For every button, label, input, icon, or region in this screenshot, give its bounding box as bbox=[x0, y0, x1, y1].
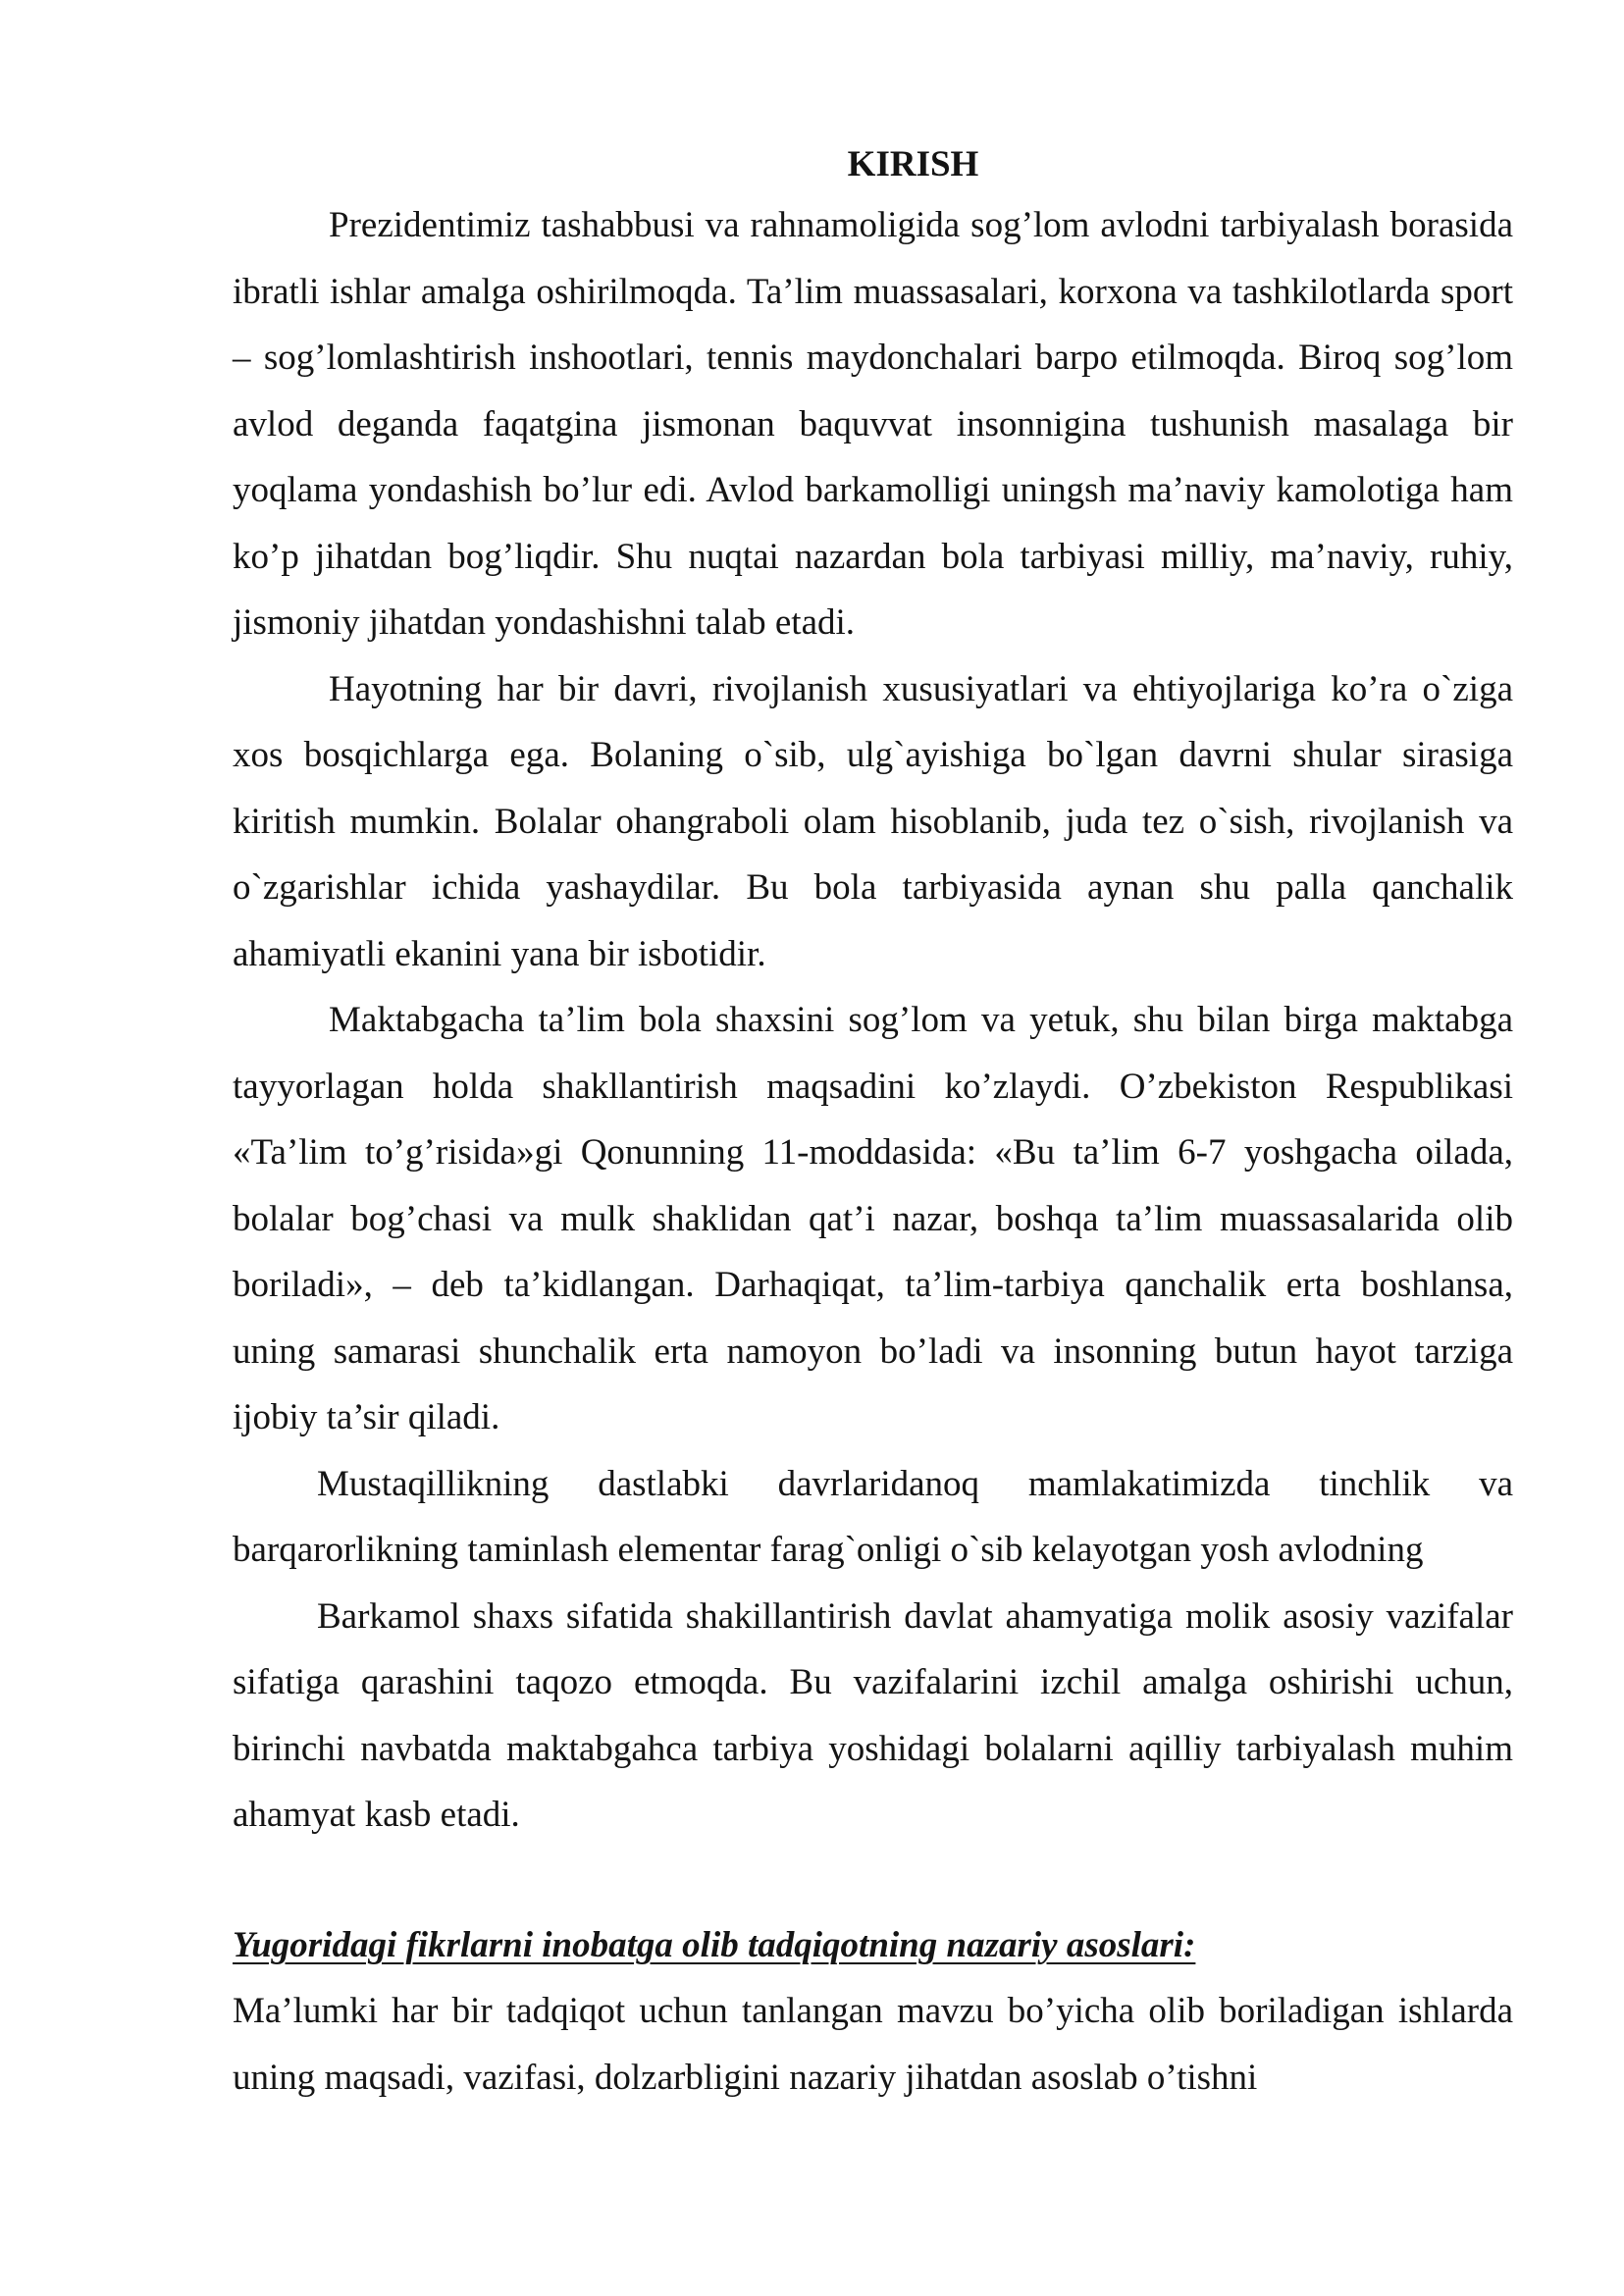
paragraph-5: Barkamol shaxs sifatida shakillantirish davlat ahamyatiga molik asosiy vazifalar sifatiga qarashini taqozo etmoqda. Bu vazifalarini izchil amalga oshirishi uchun, birinchi navbatda maktabgahca tarbiya yoshidagi bolalarni aqilliy tarbiyalash muhim ahamyat kasb etadi. bbox=[233, 1595, 1513, 1835]
paragraph-2: Hayotning har bir davri, rivojlanish xususiyatlari va ehtiyojlariga ko’ra o`ziga xos bosqichlarga ega. Bolaning o`sib, ulg`ayishiga bo`lgan davrni shular sirasiga kiritish mumkin. Bolalar ohangraboli olam hisoblanib, juda tez o`sish, rivojlanish va o`zgarishlar ichida yashaydilar. Bu bola tarbiyasida aynan shu palla qanchalik ahamiyatli ekanini yana bir isbotidir. bbox=[233, 668, 1513, 974]
document-body bbox=[233, 137, 1513, 2111]
paragraph-4: Mustaqillikning dastlabki davrlaridanoq mamlakatimizda tinchlik va barqarorlikning taminlash elementar farag`onligi o`sib kelayotgan yosh avlodning bbox=[233, 1463, 1513, 1570]
section-heading: Yugoridagi fikrlarni inobatga olib tadqiqotning nazariy asoslari: bbox=[233, 1924, 1196, 1965]
paragraph-3: Maktabgacha ta’lim bola shaxsini sog’lom va yetuk, shu bilan birga maktabga tayyorlagan holda shakllantirish maqsadini ko’zlaydi. O’zbekiston Respublikasi «Ta’lim to’g’risida»gi Qonunning 11-moddasida: «Bu ta’lim 6-7 yoshgacha oilada, bolalar bog’chasi va mulk shaklidan qat’i nazar, boshqa ta’lim muassasalarida olib boriladi», – deb ta’kidlangan. Darhaqiqat, ta’lim-tarbiya qanchalik erta boshlansa, uning samarasi shunchalik erta namoyon bo’ladi va insonning butun hayot tarziga ijobiy ta’sir qiladi. bbox=[233, 1000, 1513, 1437]
page-title: KIRISH bbox=[847, 144, 979, 184]
section-paragraph: Ma’lumki har bir tadqiqot uchun tanlangan mavzu bo’yicha olib boriladigan ishlarda uning maqsadi, vazifasi, dolzarbligini nazariy jihatdan asoslab o’tishni bbox=[233, 1991, 1513, 2098]
paragraph-1: Prezidentimiz tashabbusi va rahnamoligida sog’lom avlodni tarbiyalash borasida ibratli ishlar amalga oshirilmoqda. Ta’lim muassasalari, korxona va tashkilotlarda sport – sog’lomlashtirish inshootlari, tennis maydonchalari barpo etilmoqda. Biroq sog’lom avlod deganda faqatgina jismonan baquvvat insonniginа tushunish masalaga bir yoqlama yondashish bo’lur edi. Avlod barkamolligi uningsh ma’naviy kamolotiga ham ko’p jihatdan bog’liqdir. Shu nuqtai nazardan bola tarbiyasi milliy, ma’naviy, ruhiy, jismoniy jihatdan yondashishni talab etadi. bbox=[233, 205, 1513, 643]
